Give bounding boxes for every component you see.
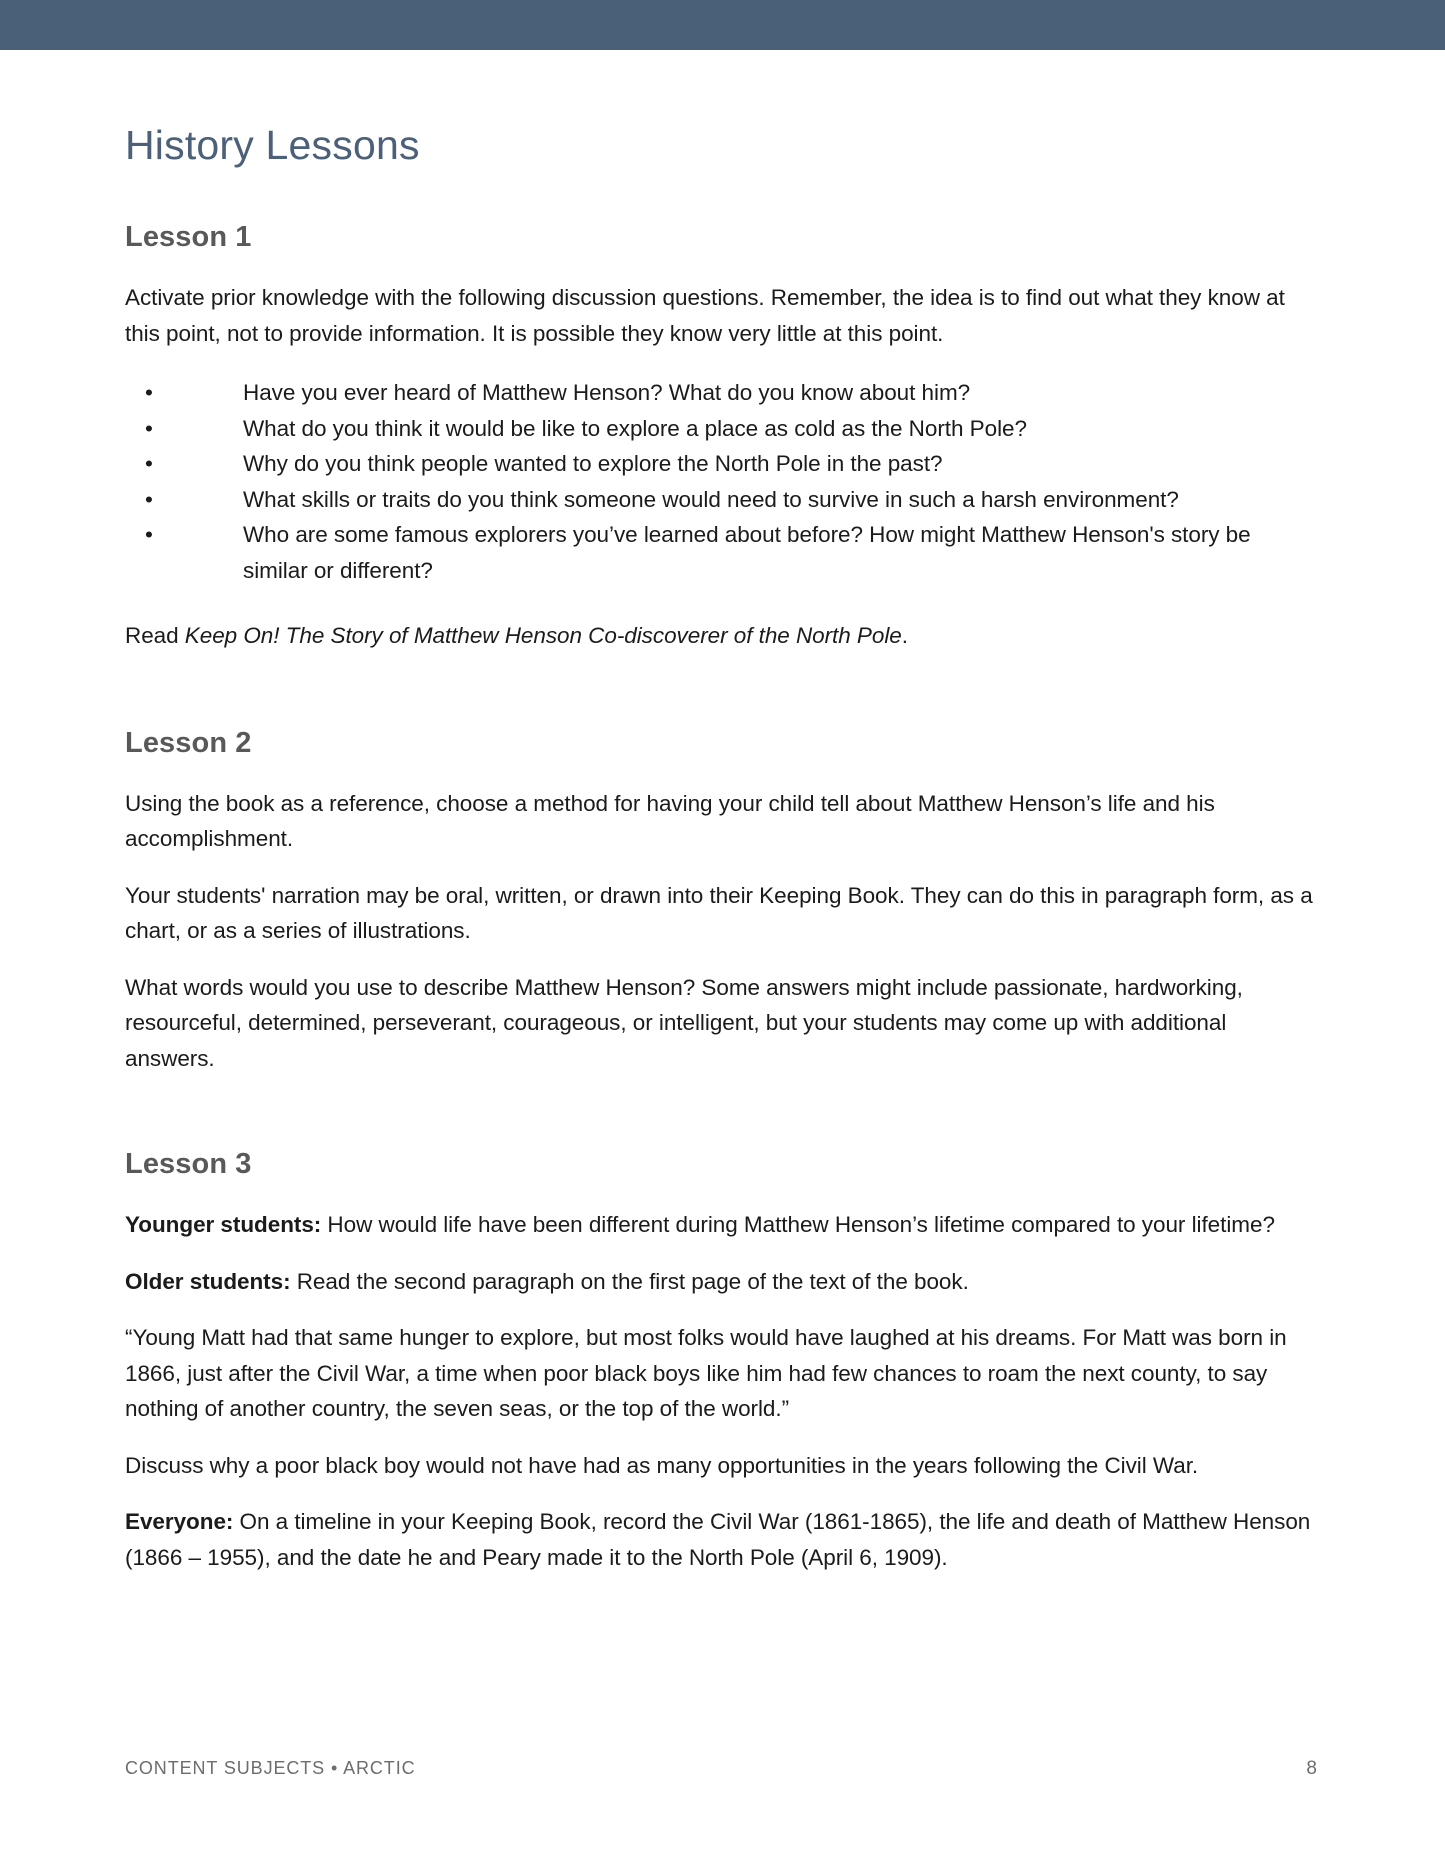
- list-item-label: Who are some famous explorers you’ve learned about before? How might Matthew Henson's story be similar or different?: [243, 522, 1251, 583]
- footer-section-label: CONTENT SUBJECTS • ARCTIC: [125, 1758, 416, 1778]
- older-students-label: Older students:: [125, 1268, 291, 1294]
- lesson-1-discussion-questions: [125, 351, 1317, 588]
- bullet-icon: •: [145, 380, 153, 406]
- older-students-text: Read the second paragraph on the first page of the text of the book.: [290, 1268, 969, 1294]
- lesson-3-younger-students-paragraph: [125, 1181, 1317, 1243]
- lesson-3-book-quote: “Young Matt had that same hunger to explore, but most folks would have laughed at his dreams. For Matt was born in 1866, just after the Civil War, a time when poor black boys like him had few chances to roam the next county, to say nothing of another country, the seven seas, or the top of the world.”: [125, 1325, 1287, 1422]
- read-prefix: Read: [125, 623, 185, 649]
- bullet-icon: •: [145, 451, 153, 477]
- list-item-label: What skills or traits do you think someone would need to survive in such a harsh environment?: [243, 486, 1179, 512]
- lesson-2-heading: Lesson 2: [125, 726, 252, 759]
- list-item-label: What do you think it would be like to explore a place as cold as the North Pole?: [243, 415, 1027, 441]
- bullet-icon: •: [145, 522, 153, 548]
- younger-students-label: Younger students:: [125, 1212, 322, 1238]
- lesson-1-reading-assignment: [125, 588, 1317, 654]
- book-title: Keep On! The Story of Matthew Henson Co-discoverer of the North Pole: [184, 623, 902, 649]
- younger-students-text: How would life have been different during Matthew Henson’s lifetime compared to your lifetime?: [321, 1212, 1275, 1238]
- list-item: [125, 411, 1317, 447]
- lesson-3-older-students-paragraph: [125, 1243, 1317, 1300]
- page-title: History Lessons: [125, 122, 420, 168]
- page-header-bar: [0, 0, 1445, 50]
- page-content: [0, 50, 1445, 1575]
- page-footer: [125, 1758, 1317, 1780]
- list-item: [125, 375, 1317, 411]
- page-number: 8: [1306, 1758, 1317, 1779]
- list-item: [125, 517, 1317, 588]
- lesson-2-paragraph-3: What words would you use to describe Matthew Henson? Some answers might include passionate, hardworking, resourceful, determined, perseverant, courageous, or intelligent, but your students may come up with additional answers.: [125, 974, 1243, 1071]
- everyone-label: Everyone:: [125, 1509, 234, 1535]
- list-item: [125, 446, 1317, 482]
- lesson-1-intro-paragraph: Activate prior knowledge with the following discussion questions. Remember, the idea is to find out what they know at this point, not to provide information. It is possible they know very little at this point.: [125, 285, 1285, 346]
- list-item-label: Why do you think people wanted to explore the North Pole in the past?: [243, 451, 943, 477]
- lesson-1-heading: Lesson 1: [125, 221, 252, 254]
- lesson-3-heading: Lesson 3: [125, 1148, 252, 1181]
- bullet-icon: •: [145, 486, 153, 512]
- bullet-icon: •: [145, 415, 153, 441]
- list-item-label: Have you ever heard of Matthew Henson? What do you know about him?: [243, 380, 971, 406]
- lesson-2-paragraph-2: Your students' narration may be oral, written, or drawn into their Keeping Book. They can do this in paragraph form, as a chart, or as a series of illustrations.: [125, 882, 1313, 944]
- lesson-3-discussion-prompt: Discuss why a poor black boy would not have had as many opportunities in the years following the Civil War.: [125, 1452, 1199, 1478]
- read-suffix: .: [901, 623, 908, 649]
- lesson-2-paragraph-1: Using the book as a reference, choose a method for having your child tell about Matthew Henson’s life and his accomplishment.: [125, 790, 1215, 852]
- list-item: [125, 482, 1317, 518]
- lesson-3-everyone-paragraph: [125, 1483, 1317, 1575]
- everyone-text: On a timeline in your Keeping Book, record the Civil War (1861-1865), the life and death of Matthew Henson (1866 – 1955), and the date he and Peary made it to the North Pole (April 6, 1909).: [125, 1509, 1311, 1570]
